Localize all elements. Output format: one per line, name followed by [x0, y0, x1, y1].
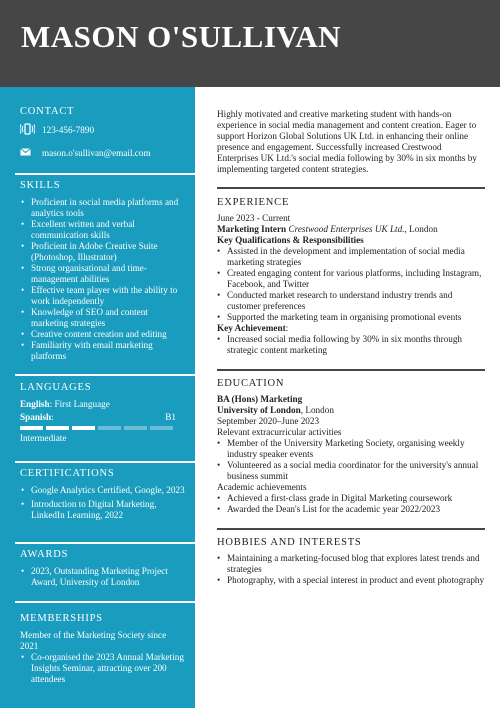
divider: [217, 528, 485, 530]
responsibility-item: • Assisted in the development and implementation of social media marketing strategies: [227, 246, 485, 268]
sidebar: [0, 87, 195, 708]
university-line: [217, 405, 485, 416]
certification-item: • Google Analytics Certified, Google, 2023: [31, 485, 186, 496]
awards-title: AWARDS: [20, 549, 69, 560]
extracurricular-heading: Relevant extracurricular activities: [217, 427, 342, 437]
membership-text: Member of the Marketing Society since 2021: [20, 630, 167, 651]
skill-item: • Proficient in social media platforms and analytics tools: [31, 197, 186, 219]
experience-dates: June 2023 - Current: [217, 213, 291, 223]
skill-item: • Strong organisational and time-management abilities: [31, 263, 186, 285]
language-level-segment: [98, 426, 121, 430]
company-name: Crestwood Enterprises UK Ltd.: [288, 224, 405, 234]
academic-achievement-item: • Achieved a first-class grade in Digital Marketing coursework: [227, 493, 485, 504]
awards-section: [20, 549, 186, 588]
skill-item: • Knowledge of SEO and content marketing strategies: [31, 307, 186, 329]
responsibility-item: • Supported the marketing team in organising promotional events: [227, 312, 485, 323]
divider: [217, 369, 485, 371]
email-row: [20, 148, 186, 158]
resume-header: [0, 0, 500, 87]
award-item: • 2023, Outstanding Marketing Project Award, University of London: [31, 566, 186, 588]
hobbies-title: HOBBIES AND INTERESTS: [217, 537, 362, 548]
summary-text: Highly motivated and creative marketing student with hands-on experience in social media management and content creation. Eager to support Horizon Global Solutions UK Ltd. in enhancing their online presence and engagement. Successfully increased Crestwood Enterprises UK Ltd.'s social media following by 30% in six months by implementing targeted content strategies.: [217, 109, 477, 174]
qualifications-heading: Key Qualifications & Responsibilities: [217, 235, 364, 245]
hobby-item: • Maintaining a marketing-focused blog that explores latest trends and strategies: [227, 553, 485, 575]
degree: BA (Hons) Marketing: [217, 394, 303, 404]
extracurricular-item: • Volunteered as a social media coordinator for the university's annual business summit: [227, 460, 485, 482]
experience-title: EXPERIENCE: [217, 197, 290, 208]
divider: [15, 173, 195, 175]
phone-row: [20, 123, 186, 137]
skills-section: [20, 180, 186, 362]
divider: [15, 374, 195, 376]
university-name: University of London: [217, 405, 301, 415]
education-dates: September 2020–June 2023: [217, 416, 320, 426]
language-level-bar: [20, 426, 186, 430]
skill-item: • Creative content creation and editing: [31, 329, 186, 340]
certifications-title: CERTIFICATIONS: [20, 468, 115, 479]
certification-item: • Introduction to Digital Marketing, LinkedIn Learning, 2022: [31, 499, 186, 521]
phone-number[interactable]: 123-456-7890: [42, 125, 95, 135]
language-level-segment: [20, 426, 43, 430]
phone-icon: [20, 123, 42, 137]
job-location: , London: [404, 224, 438, 234]
job-title: Marketing Intern: [217, 224, 287, 234]
language-name: English: [20, 399, 50, 409]
summary-section: [217, 109, 485, 175]
language-colon: :: [51, 412, 54, 422]
language-name: Spanish: [20, 412, 52, 422]
languages-section: [20, 382, 186, 443]
skill-item: • Effective team player with the ability to work independently: [31, 285, 186, 307]
university-location: , London: [300, 405, 334, 415]
contact-section: [20, 106, 186, 166]
language-level-segment: [150, 426, 173, 430]
responsibility-item: • Conducted market research to understand industry trends and customer preferences: [227, 290, 485, 312]
language-level-segment: [124, 426, 147, 430]
skill-item: • Excellent written and verbal communication skills: [31, 219, 186, 241]
language-english: [20, 399, 186, 409]
email-address[interactable]: mason.o'sullivan@email.com: [42, 148, 151, 158]
language-level-text: Intermediate: [20, 433, 67, 443]
academic-achievement-item: • Awarded the Dean's List for the academic year 2022/2023: [227, 504, 485, 515]
memberships-section: [20, 613, 186, 685]
education-title: EDUCATION: [217, 378, 285, 389]
skill-item: • Proficient in Adobe Creative Suite (Photoshop, Illustrator): [31, 241, 186, 263]
experience-role-line: [217, 224, 485, 235]
membership-item: • Co-organised the 2023 Annual Marketing Insights Seminar, attracting over 200 attendees: [31, 652, 186, 685]
experience-section: [217, 197, 485, 356]
language-level-segment: [72, 426, 95, 430]
skills-title: SKILLS: [20, 180, 61, 191]
divider: [15, 601, 195, 603]
divider: [15, 461, 195, 463]
responsibility-item: • Created engaging content for various platforms, including Instagram, Facebook, and Twitter: [227, 268, 485, 290]
divider: [15, 542, 195, 544]
academic-achievements-heading: Academic achievements: [217, 482, 307, 492]
achievement-heading: Key Achievement: [217, 323, 286, 333]
extracurricular-item: • Member of the University Marketing Society, organising weekly industry speaker events: [227, 438, 485, 460]
email-icon: [20, 148, 42, 158]
divider: [217, 187, 485, 189]
achievement-item: • Increased social media following by 30% in six months through strategic content marketing: [227, 334, 485, 356]
achievement-heading-line: [217, 323, 485, 334]
certifications-section: [20, 468, 186, 521]
memberships-title: MEMBERSHIPS: [20, 613, 103, 624]
skill-item: • Familiarity with email marketing platforms: [31, 340, 186, 362]
language-level: : First Language: [49, 399, 110, 409]
languages-title: LANGUAGES: [20, 382, 92, 393]
candidate-name: MASON O'SULLIVAN: [21, 19, 342, 54]
language-spanish: [20, 412, 176, 422]
language-level-segment: [46, 426, 69, 430]
hobbies-section: [217, 537, 485, 586]
contact-title: CONTACT: [20, 106, 75, 117]
achievement-colon: :: [285, 323, 289, 333]
education-section: [217, 378, 485, 515]
language-level-code: B1: [165, 412, 176, 422]
hobby-item: • Photography, with a special interest in product and event photography: [227, 575, 485, 586]
